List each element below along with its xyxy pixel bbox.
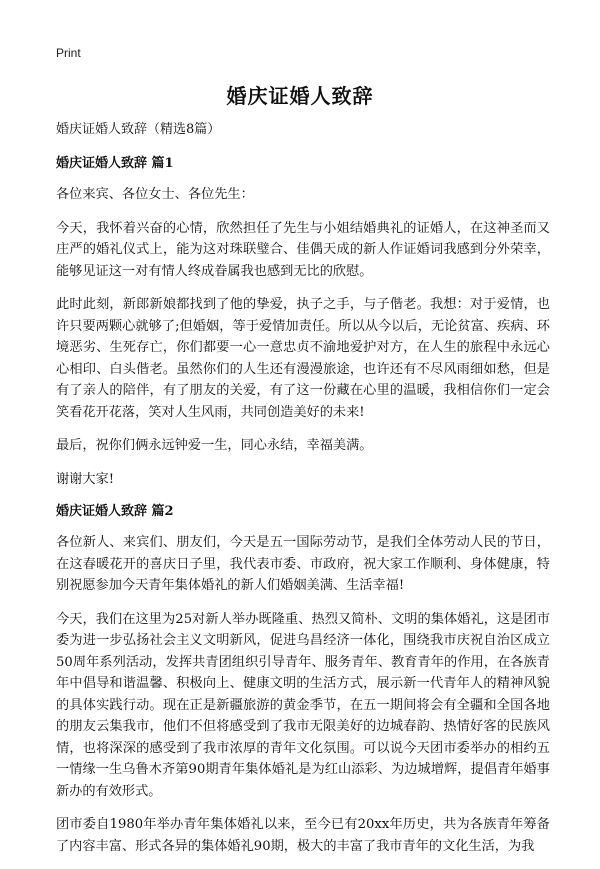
print-link[interactable]: Print (56, 46, 81, 60)
paragraph: 团市委自1980年举办青年集体婚礼以来，至今已有20xx年历史，共为各族青年筹备了内容丰富、形式各异的集体婚礼90期，极大的丰富了我市青年的文化生活，为我 (56, 817, 550, 854)
section-heading: 婚庆证婚人致辞 篇1 (56, 156, 174, 171)
document-subtitle: 婚庆证婚人致辞（精选8篇） (56, 122, 221, 137)
paragraph: 各位来宾、各位女士、各位先生： (56, 187, 254, 202)
paragraph: 谢谢大家! (56, 471, 115, 487)
document-body (56, 120, 550, 869)
paragraph: 今天，我们在这里为25对新人举办既隆重、热烈又简朴、文明的集体婚礼，这是团市委为进一步弘扬社会主义文明新风，促进乌昌经济一体化，围绕我市庆祝自治区成立50周年系列活动，发挥共青团组织引导青年、服务青年、教育青年的作用，在各族青年中倡导和谐温馨、积极向上、健康文明的生活方式，展示新一代青年人的精神风貌的具体实践行动。现在正是新疆旅游的黄金季节，在五一期间将会有全疆和全国各地的朋友云集我市，他们不但将感受到了我市无限美好的边城春韵、热情好客的民族风情，也将深深的感受到了我市浓厚的青年文化氛围。可以说今天团市委举办的相约五一情缘一生乌鲁木齐第90期青年集体婚礼是为红山添彩、为边城增辉，提倡青年婚事新办的有效形式。 (56, 611, 550, 799)
paragraph: 今天，我怀着兴奋的心情，欣然担任了先生与小姐结婚典礼的证婚人，在这神圣而又庄严的婚礼仪式上，能为这对珠联璧合、佳偶天成的新人作证婚词我感到分外荣幸，能够见证这一对有情人终成眷属我也感到无比的欣慰。 (56, 220, 550, 279)
paragraph: 此时此刻，新郎新娘都找到了他的挚爱，执子之手，与子偕老。我想：对于爱情，也许只要两颗心就够了;但婚姻，等于爱情加责任。所以从今以后，无论贫富、疾病、环境恶劣、生死存亡，你们都要一心一意忠贞不渝地爱护对方，在人生的旅程中永远心心相印、白头偕老。虽然你们的人生还有漫漫旅途，也许还有不尽风雨细如愁，但是有了亲人的陪伴，有了朋友的关爱，有了这一份藏在心里的温暖，我相信你们一定会笑看花开花落，笑对人生风雨，共同创造美好的未来! (56, 297, 550, 420)
paragraph: 各位新人、来宾们、朋友们，今天是五一国际劳动节，是我们全体劳动人民的节日，在这春暖花开的喜庆日子里，我代表市委、市政府，祝大家工作顺利、身体健康，特别祝愿参加今天青年集体婚礼的新人们婚姻美满、生活幸福! (56, 535, 550, 593)
section-heading: 婚庆证婚人致辞 篇2 (56, 504, 174, 519)
page-title: 婚庆证婚人致辞 (226, 84, 374, 108)
paragraph: 最后，祝你们俩永远钟爱一生，同心永结，幸福美满。 (56, 438, 373, 453)
